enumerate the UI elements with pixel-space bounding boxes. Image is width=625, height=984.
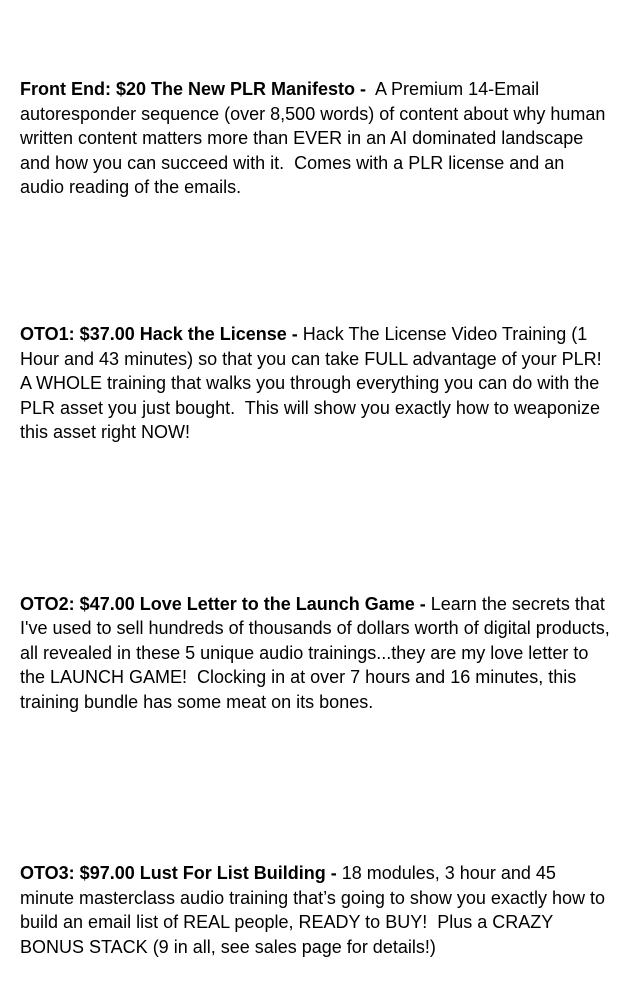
offer-heading: Front End: $20 The New PLR Manifesto -: [20, 79, 372, 99]
offer-description: Learn the secrets that I've used to sell hundreds of thousands of dollars worth of digital products, all revealed in these 5 unique audio trainings...they are my love letter to the LAUNCH GAME! Clocking in at over 7 hours and 16 minutes, this training bundle has some meat on its bones.: [20, 593, 615, 712]
offer-oto2: [20, 592, 615, 715]
offer-description: A Premium 14-Email autoresponder sequence (over 8,500 words) of content about why human written content matters more than EVER in an AI dominated landscape and how you can succeed with it. Comes with a PLR license and an audio reading of the emails.: [20, 79, 611, 197]
offer-description: Hack The License Video Training (1 Hour and 43 minutes) so that you can take FULL advantage of your PLR! A WHOLE training that walks you through everything you can do with the PLR asset you just bought. This will show you exactly how to weaponize this asset right NOW!: [20, 324, 616, 442]
offer-heading: OTO1: $37.00 Hack the License -: [20, 324, 303, 344]
offer-oto3: [20, 861, 610, 959]
offer-oto1: [20, 322, 616, 445]
paragraph-spacer: [20, 763, 610, 812]
paragraph-spacer: [20, 249, 610, 274]
paragraph-spacer: [20, 494, 610, 543]
offer-description: 18 modules, 3 hour and 45 minute masterclass audio training that’s going to show you exactly how to build an email list of REAL people, READY to BUY! Plus a CRAZY BONUS STACK (9 in all, see sales page for details!): [20, 863, 610, 957]
offer-heading: OTO2: $47.00 Love Letter to the Launch Game -: [20, 593, 431, 614]
offer-heading: OTO3: $97.00 Lust For List Building -: [20, 863, 342, 883]
offer-front-end: [20, 77, 610, 200]
document-body: [20, 28, 616, 984]
